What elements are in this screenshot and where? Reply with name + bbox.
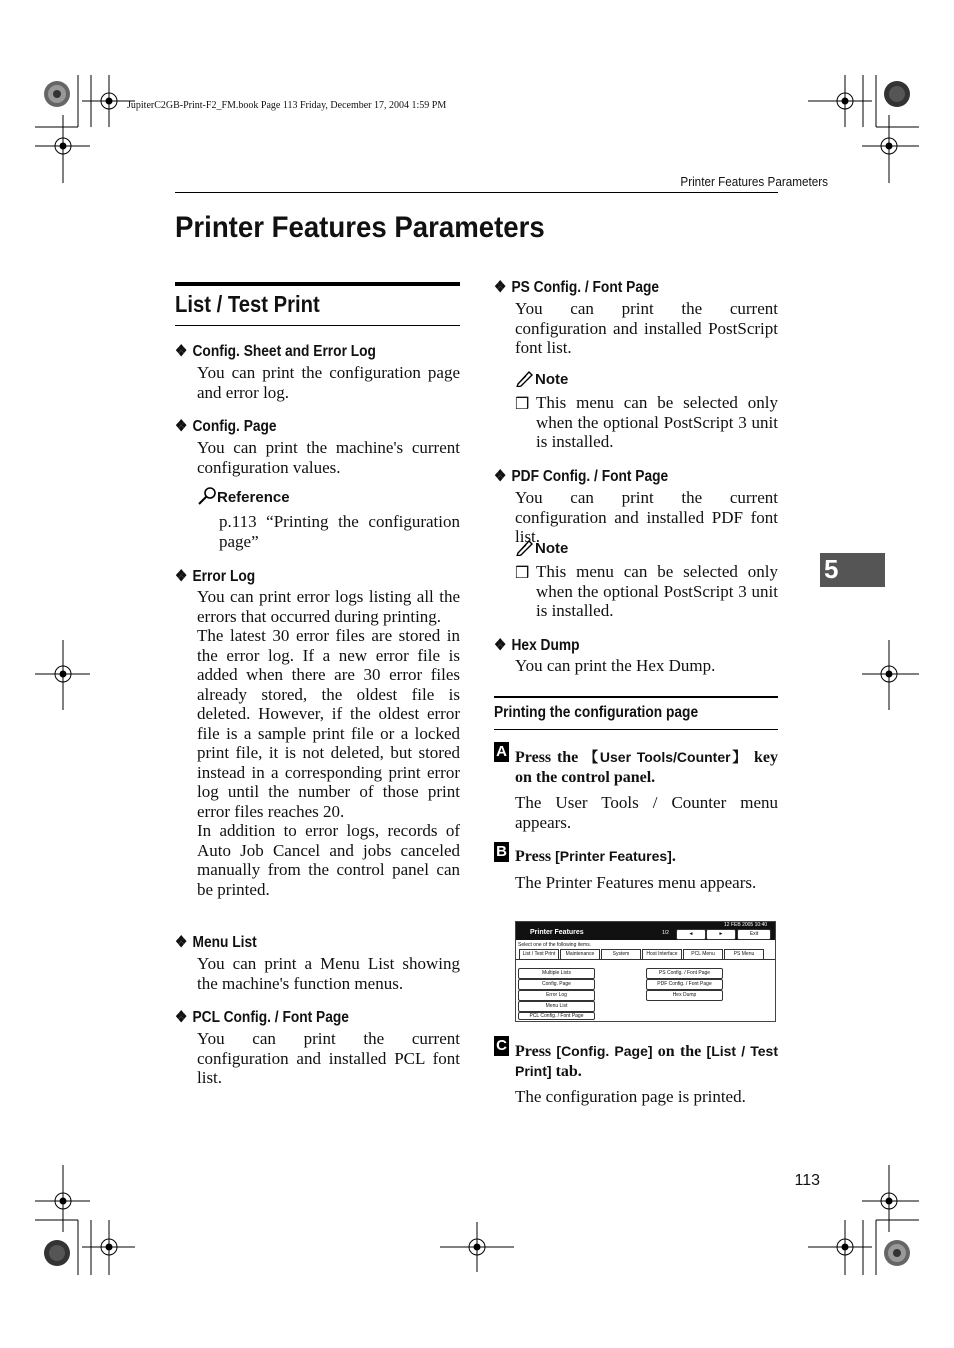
reference-heading [197,487,290,507]
key-label: [List / Test Print] [515,1043,779,1079]
note-text: This menu can be selected only when the optional PostScript 3 unit is installed. [536,393,778,451]
screen-button-multiple-lists[interactable]: Multiple Lists [518,968,595,979]
procedure-title: Printing the configuration page [494,704,699,721]
item-heading: ❖ PCL Config. / Font Page [175,1009,349,1026]
note-label: Note [535,371,569,388]
section-title: List / Test Print [175,291,320,317]
diamond-bullet-icon: ❖ [494,637,507,654]
tab-maintenance[interactable]: Maintenance [560,949,600,960]
diamond-bullet-icon: ❖ [175,418,188,435]
screen-button-error-log[interactable]: Error Log [518,990,595,1001]
item-heading: ❖ Config. Page [175,418,277,435]
item-heading: ❖ PDF Config. / Font Page [494,468,669,485]
chapter-number: 5 [824,554,839,584]
screen-tab-rule [516,959,775,960]
screen-button-pdf-config[interactable]: PDF Config. / Font Page [646,979,723,990]
screen-exit-button[interactable]: Exit [737,929,771,940]
diamond-bullet-icon: ❖ [494,279,507,296]
item-heading: ❖ Config. Sheet and Error Log [175,343,376,360]
printer-features-screen [515,921,776,1022]
diamond-bullet-icon: ❖ [175,343,188,360]
screen-prev-button[interactable]: ◄ [676,929,706,940]
item-text: You can print a Menu List showing the machine's function menus. [197,954,460,993]
note-text: This menu can be selected only when the optional PostScript 3 unit is installed. [536,562,778,620]
checkbox-icon: ❒ [515,396,530,413]
section-rule-bottom [175,325,460,326]
tab-pcl-menu[interactable]: PCL Menu [683,949,723,960]
screen-datetime: 12 FEB 2005 10:40 [724,922,768,928]
procedure-rule-top [494,696,778,698]
checkbox-icon: ❒ [515,565,530,582]
item-text: The latest 30 error files are stored in the error log. If a new error file is added when there are 30 error files already stored, the oldest file is deleted. However, if the oldest error file is a sample print file or a locked print file, it is not deleted, but stored instead in a corresponding print error log until the number of those print error files reaches 20. [197,626,460,821]
note-heading [515,538,568,558]
item-text: You can print the machine's current configuration values. [197,438,460,477]
item-text: You can print the configuration page and error log. [197,363,460,402]
step-number: B [494,842,509,862]
item-heading: ❖ Error Log [175,568,256,585]
step-result: The User Tools / Counter menu appears. [515,793,778,832]
step-instruction: Press [Config. Page] on the [List / Test Print] tab. [515,1043,779,1080]
diamond-bullet-icon: ❖ [494,468,507,485]
item-heading: ❖ Menu List [175,934,257,951]
chapter-tab [820,553,885,587]
tab-list-test-print[interactable]: List / Test Print [519,949,559,959]
header-rule [175,192,778,193]
note-heading [515,369,568,389]
screen-prompt: Select one of the following items. [518,942,592,948]
pencil-icon [515,369,535,387]
reference-link[interactable]: p.113 “Printing the configuration page” [219,512,460,551]
step-instruction: Press [Printer Features]. [515,848,676,865]
step-instruction: Press the 【User Tools/Counter】 key on the control panel. [515,749,779,786]
page-title: Printer Features Parameters [175,211,545,244]
step-number: A [494,742,509,762]
item-heading: ❖ PS Config. / Font Page [494,279,660,296]
key-label: [Printer Features] [555,848,672,864]
pencil-icon [515,538,535,556]
error-log-body [197,587,460,899]
item-heading: ❖ Hex Dump [494,637,580,654]
screen-button-menu-list[interactable]: Menu List [518,1001,595,1012]
magnifier-icon [197,487,217,505]
step-result: The configuration page is printed. [515,1087,746,1106]
procedure-rule-bottom [494,729,778,730]
item-text: You can print the current configuration and installed PostScript font list. [515,299,778,357]
section-rule-top [175,282,460,286]
diamond-bullet-icon: ❖ [175,1009,188,1026]
tab-host-interface[interactable]: Host Interface [642,949,682,960]
page-number: 113 [794,1172,820,1189]
note-label: Note [535,540,569,557]
item-text: You can print the current configuration and installed PCL font list. [197,1029,460,1087]
item-text: You can print error logs listing all the errors that occurred during printing. [197,587,460,626]
diamond-bullet-icon: ❖ [175,934,188,951]
tab-ps-menu[interactable]: PS Menu [724,949,764,960]
running-header: Printer Features Parameters [680,174,828,189]
diamond-bullet-icon: ❖ [175,568,188,585]
screen-next-button[interactable]: ► [706,929,736,940]
item-text: You can print the Hex Dump. [515,656,716,675]
reference-label: Reference [217,489,290,506]
key-label: [Config. Page] [556,1043,653,1059]
screen-page-indicator: 1/2 [662,930,669,936]
screen-title: Printer Features [530,929,584,936]
tab-system[interactable]: System [601,949,641,960]
item-text: You can print the current configuration and installed PDF font list. [515,488,778,546]
item-text: In addition to error logs, records of Auto Job Cancel and jobs canceled manually from the control panel can be printed. [197,821,460,899]
screen-button-ps-config[interactable]: PS Config. / Font Page [646,968,723,979]
key-label: 【User Tools/Counter】 [584,749,749,765]
screen-button-config-page[interactable]: Config. Page [518,979,595,990]
step-number: C [494,1036,509,1056]
print-info: JupiterC2GB-Print-F2_FM.book Page 113 Friday, December 17, 2004 1:59 PM [127,100,447,111]
screen-button-pcl-config[interactable]: PCL Config. / Font Page [518,1012,595,1020]
screen-button-hex-dump[interactable]: Hex Dump [646,990,723,1001]
step-result: The Printer Features menu appears. [515,873,757,892]
